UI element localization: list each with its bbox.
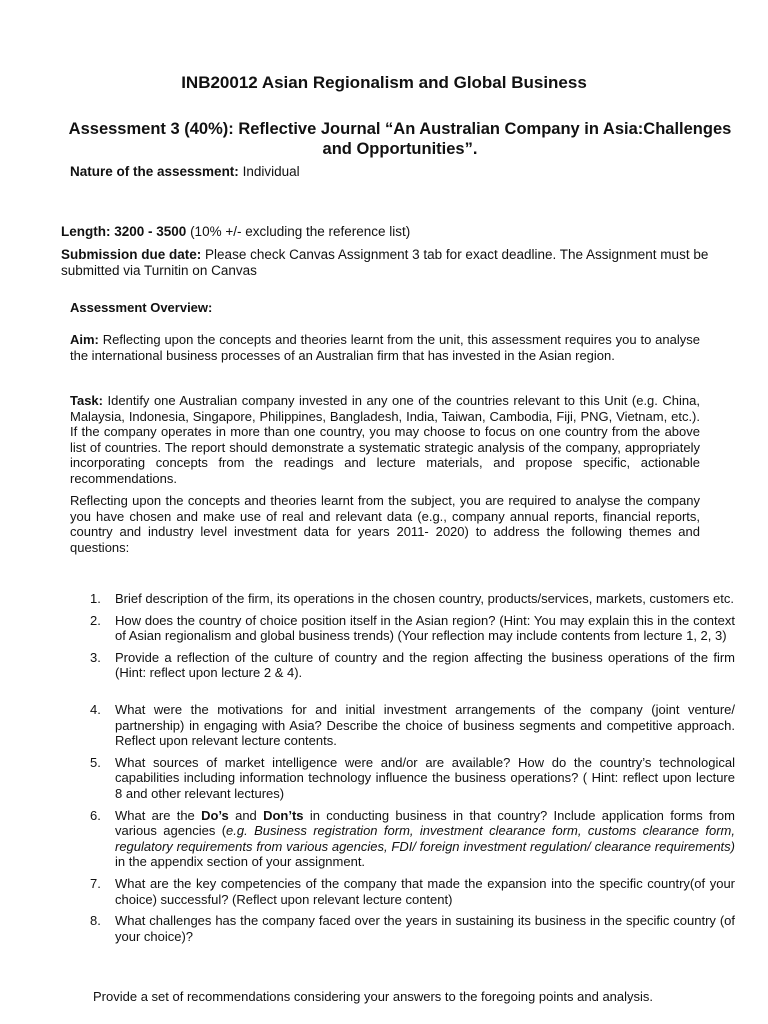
due-date-block	[61, 247, 741, 279]
list-item: 2. How does the country of choice position itself in the Asian region? (Hint: You may explain this in the context of Asian regionalism and global business trends) (Your reflection may include contents from lecture 1, 2, 3)	[90, 612, 735, 644]
task-text: Identify one Australian company invested in any one of the countries relevant to this Unit (e.g. China, Malaysia, Indonesia, Singapore, Philippines, Bangladesh, India, Taiwan, Cambodia, Fiji, PNG, Vietnam, etc.). If the company operates in more than one country, you may choose to focus on one country from the above list of countries. The report should demonstrate a systematic strategic analysis of the company, appropriately incorporating concepts from the readings and lecture materials, and propose specific, actionable recommendations.	[70, 393, 700, 486]
list-item: 8. What challenges has the company faced over the years in sustaining its business in the specific country (of your choice)?	[90, 913, 735, 944]
dos-text: Do’s	[201, 807, 229, 823]
nature-label: Nature of the assessment:	[70, 164, 239, 179]
nature-line	[70, 164, 730, 180]
length-label: Length: 3200 - 3500	[61, 224, 187, 239]
due-value: Please check Canvas Assignment 3 tab for exact deadline. The Assignment must be submitted via Turnitin on Canvas	[61, 247, 709, 278]
closing-paragraph: Provide a set of recommendations considering your answers to the foregoing points and analysis.	[93, 989, 654, 1004]
question-list	[90, 591, 735, 950]
course-title: INB20012 Asian Regionalism and Global Business	[181, 73, 587, 92]
list-item: 4. What were the motivations for and initial investment arrangements of the company (joint venture/ partnership) in engaging with Asia? Describe the choice of business segments and competitive approach. Reflect upon relevant lecture contents.	[90, 701, 735, 749]
due-label: Submission due date:	[61, 247, 202, 262]
length-line	[61, 224, 741, 240]
assessment-title: Assessment 3 (40%): Reflective Journal “An Australian Company in Asia:Challenges and Opportunities”.	[68, 120, 732, 158]
task-paragraph	[70, 393, 700, 487]
overview-heading: Assessment Overview:	[70, 300, 213, 315]
length-value: (10% +/- excluding the reference list)	[190, 224, 411, 239]
nature-value: Individual	[242, 164, 300, 179]
list-item: 7. What are the key competencies of the company that made the expansion into the specific country(of your choice) successful? (Reflect upon relevant lecture content)	[90, 875, 735, 907]
list-item: 3. Provide a reflection of the culture of country and the region affecting the business operations of the firm (Hint: reflect upon lecture 2 & 4).	[90, 649, 735, 681]
aim-label: Aim:	[70, 332, 99, 347]
reflect-paragraph: Reflecting upon the concepts and theories learnt from the subject, you are required to analyse the company you have chosen and make use of real and relevant data (e.g., company annual reports, financial reports, country and industry level investment data for years 2011- 2020) to address the following themes and questions:	[70, 493, 700, 555]
form-examples: e.g. Business registration form, investment clearance form, customs clearance form, regulatory requirements from various agencies, FDI/ foreign investment regulation/ clearance requirements)	[115, 823, 735, 854]
aim-paragraph	[70, 332, 700, 363]
donts-text: Don’ts	[263, 807, 304, 823]
list-item: 5. What sources of market intelligence were and/or are available? How do the country’s technological capabilities including information technology influence the business operations? ( Hint: reflect upon lecture 8 and other relevant lectures)	[90, 754, 735, 801]
list-item: 6. What are the Do’s and Don’ts in conducting business in that country? Include application forms from various agencies (e.g. Business registration form, investment clearance form, customs clearance form, regulatory requirements from various agencies, FDI/ foreign investment regulation/ clearance requirements) in the appendix section of your assignment.	[90, 807, 735, 870]
list-item: 1. Brief description of the firm, its operations in the chosen country, products/services, markets, customers etc.	[90, 591, 734, 606]
aim-text: Reflecting upon the concepts and theories learnt from the unit, this assessment requires you to analyse the international business processes of an Australian firm that has invested in the Asian region.	[70, 332, 700, 363]
task-label: Task:	[70, 393, 103, 408]
